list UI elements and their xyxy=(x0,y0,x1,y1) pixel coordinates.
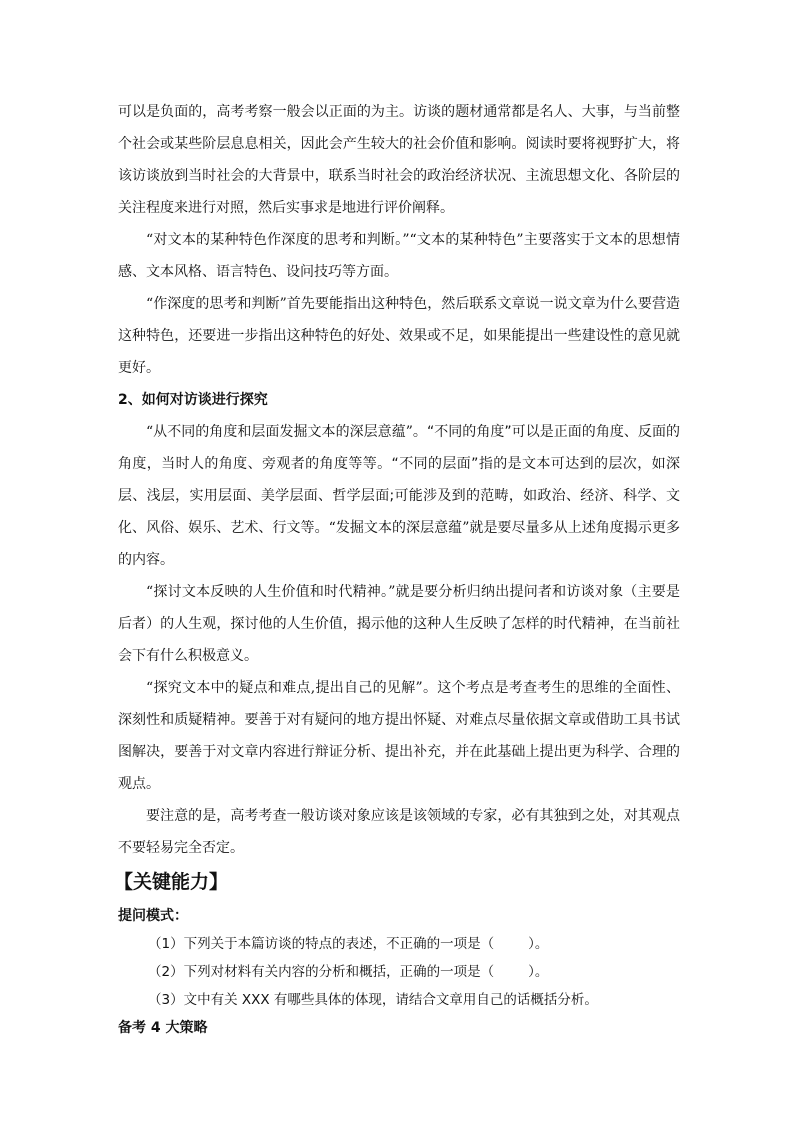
paragraph-text: 主要落实于文本的思想情感、文本风格、语言特色、设问技巧等方面。 xyxy=(118,232,680,280)
question-item: （3）文中有关 XXX 有哪些具体的体现，请结合文章用自己的话概括分析。 xyxy=(148,992,598,1008)
quoted-phrase: “对文本的某种特色作深度的思考和判断。” xyxy=(146,232,410,248)
paragraph-text: 。这个考点是考查考生的思维的全面性、深刻性和质疑精神。要善于对有疑问的地方提出怀疑、对难点尽量依据文章或借助工具书试图解决，要善于对文章内容进行辩证分析、提出补充，并在此基础上提出更为科学、合理的观点。 xyxy=(118,680,681,792)
question-text: （1）下列关于本篇访谈的特点的表述，不正确的一项是（ xyxy=(148,936,495,952)
paragraph xyxy=(118,416,680,576)
strategy-heading: 备考 4 大策略 xyxy=(118,1020,208,1036)
quoted-phrase: “探讨文本反映的人生价值和时代精神。” xyxy=(146,584,396,600)
quoted-phrase: “发掘文本的深层意蕴” xyxy=(328,520,470,536)
section-heading: 2、如何对访谈进行探究 xyxy=(118,392,268,408)
paragraph xyxy=(118,224,680,288)
paragraph-text: 。“不同的角度”可以是正面的角度、反面的角度，当时人的角度、旁观者的角度等等。“不同的层面”指的是文本可达到的层次，如深层、浅层，实用层面、美学层面、哲学层面;可能涉及到的范畴，如政治、经济、科学、文化、风俗、娱乐、艺术、行文等。 xyxy=(118,424,680,536)
question-text: （2）下列对材料有关内容的分析和概括，正确的一项是（ xyxy=(148,964,495,980)
question-item xyxy=(118,958,680,986)
paragraph-text: 就是要分析归纳出提问者和访谈对象（主要是后者）的人生观，探讨他的人生价值，揭示他的这种人生反映了怎样的时代精神，在当前社会下有什么积极意义。 xyxy=(118,584,680,664)
quoted-phrase: “文本的某种特色” xyxy=(409,232,524,248)
quoted-phrase: “作深度的思考和判断” xyxy=(146,296,287,312)
quoted-phrase: “从不同的角度和层面发掘文本的深层意蕴” xyxy=(146,424,413,440)
question-mode-heading: 提问模式： xyxy=(118,908,188,924)
document-body xyxy=(114,96,681,1042)
question-text: ）。 xyxy=(528,936,549,952)
question-item xyxy=(118,930,680,958)
paragraph xyxy=(118,288,680,384)
key-ability-heading: 【关键能力】 xyxy=(114,871,229,893)
paragraph-text: 就是要尽量多从上述角度揭示更多的内容。 xyxy=(118,520,681,568)
paragraph: 可以是负面的，高考考察一般会以正面的为主。访谈的题材通常都是名人、大事，与当前整个社会或某些阶层息息相关，因此会产生较大的社会价值和影响。阅读时要将视野扩大，将该访谈放到当时社会的大背景中，联系当时社会的政治经济状况、主流思想文化、各阶层的关注程度来进行对照，然后实事求是地进行评价阐释。 xyxy=(118,104,680,216)
question-text: ）。 xyxy=(528,964,549,980)
paragraph xyxy=(118,672,680,800)
paragraph xyxy=(118,576,680,672)
paragraph-text: 首先要能指出这种特色，然后联系文章说一说文章为什么要营造这种特色，还要进一步指出这种特色的好处、效果或不足，如果能提出一些建设性的意见就更好。 xyxy=(118,296,680,376)
paragraph: 要注意的是，高考考查一般访谈对象应该是该领域的专家，必有其独到之处，对其观点不要轻易完全否定。 xyxy=(118,808,680,856)
quoted-phrase: “探究文本中的疑点和难点,提出自己的见解” xyxy=(146,680,423,696)
